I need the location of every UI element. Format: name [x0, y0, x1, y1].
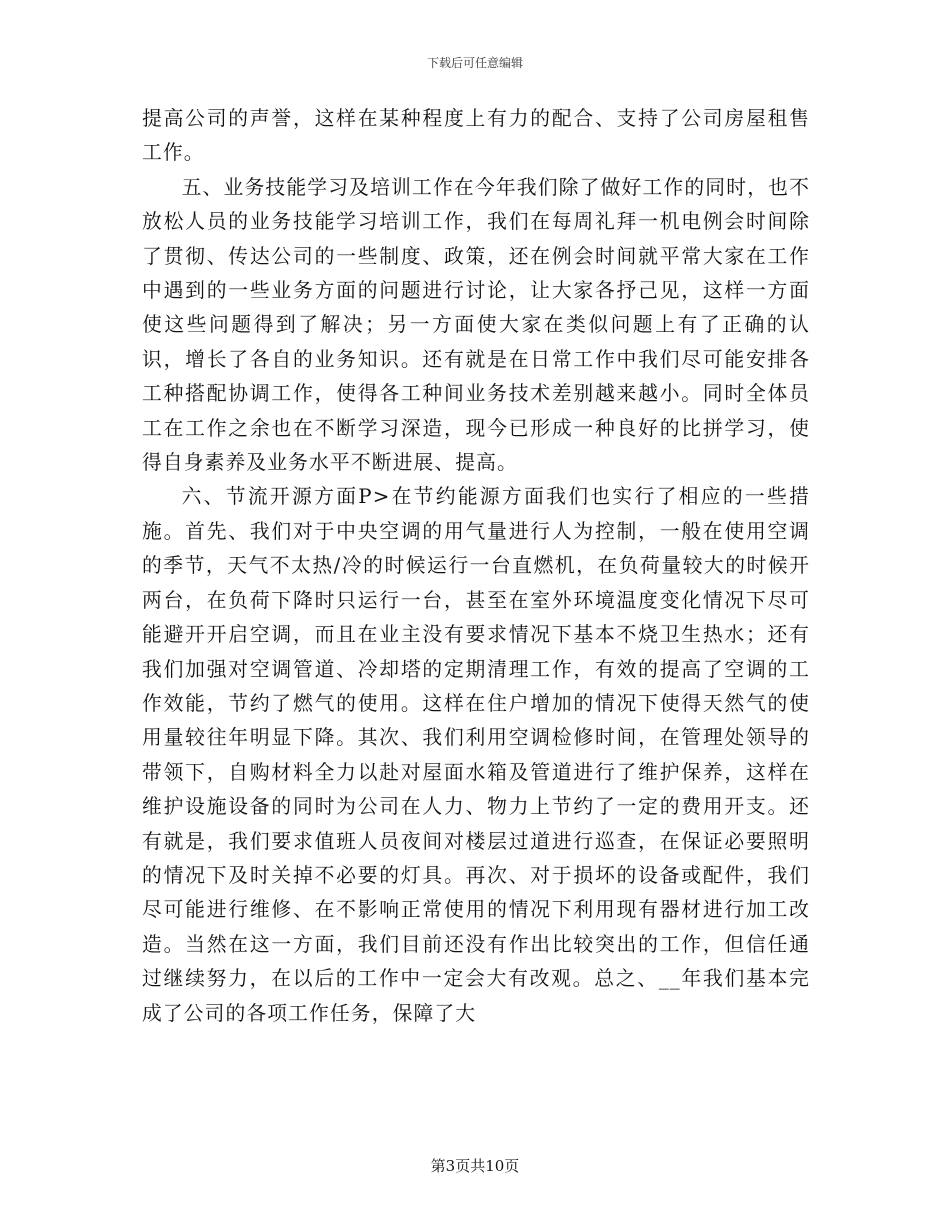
paragraph-training: 五、业务技能学习及培训工作在今年我们除了做好工作的同时，也不放松人员的业务技能学习培训工作，我们在每周礼拜一机电例会时间除了贯彻、传达公司的一些制度、政策，还在例会时间就平常大家在工作中遇到的一些业务方面的问题进行讨论，让大家各抒己见，这样一方面使这些问题得到了解决；另一方面使大家在类似问题上有了正确的认识，增长了各自的业务知识。还有就是在日常工作中我们尽可能安排各工种搭配协调工作，使得各工种间业务技术差别越来越小。同时全体员工在工作之余也在不断学习深造，现今已形成一种良好的比拼学习，使得自身素养及业务水平不断进展、提高。 [142, 175, 810, 475]
page-number: 第3页共10页 [430, 1157, 520, 1175]
document-body [142, 102, 810, 1031]
paragraph-continuation: 提高公司的声誉，这样在某种程度上有力的配合、支持了公司房屋租售工作。 [142, 107, 810, 165]
page-header: 下载后可任意编辑 [426, 56, 523, 70]
paragraph-energy-saving: 六、节流开源方面P>在节约能源方面我们也实行了相应的一些措施。首先、我们对于中央空调的用气量进行人为控制，一般在使用空调的季节，天气不太热/冷的时候运行一台直燃机，在负荷量较大的时候开两台，在负荷下降时只运行一台，甚至在室外环境温度变化情况下尽可能避开开启空调，而且在业主没有要求情况下基本不烧卫生热水；还有我们加强对空调管道、冷却塔的定期清理工作，有效的提高了空调的工作效能，节约了燃气的使用。这样在住户增加的情况下使得天然气的使用量较往年明显下降。其次、我们利用空调检修时间，在管理处领导的带领下，自购材料全力以赴对屋面水箱及管道进行了维护保养，这样在维护设施设备的同时为公司在人力、物力上节约了一定的费用开支。还有就是，我们要求值班人员夜间对楼层过道进行巡查，在保证必要照明的情况下及时关掉不必要的灯具。再次、对于损坏的设备或配件，我们尽可能进行维修、在不影响正常使用的情况下利用现有器材进行加工改造。当然在这一方面，我们目前还没有作出比较突出的工作，但信任通过继续努力，在以后的工作中一定会大有改观。总之、__年我们基本完成了公司的各项工作任务，保障了大 [142, 485, 810, 1025]
